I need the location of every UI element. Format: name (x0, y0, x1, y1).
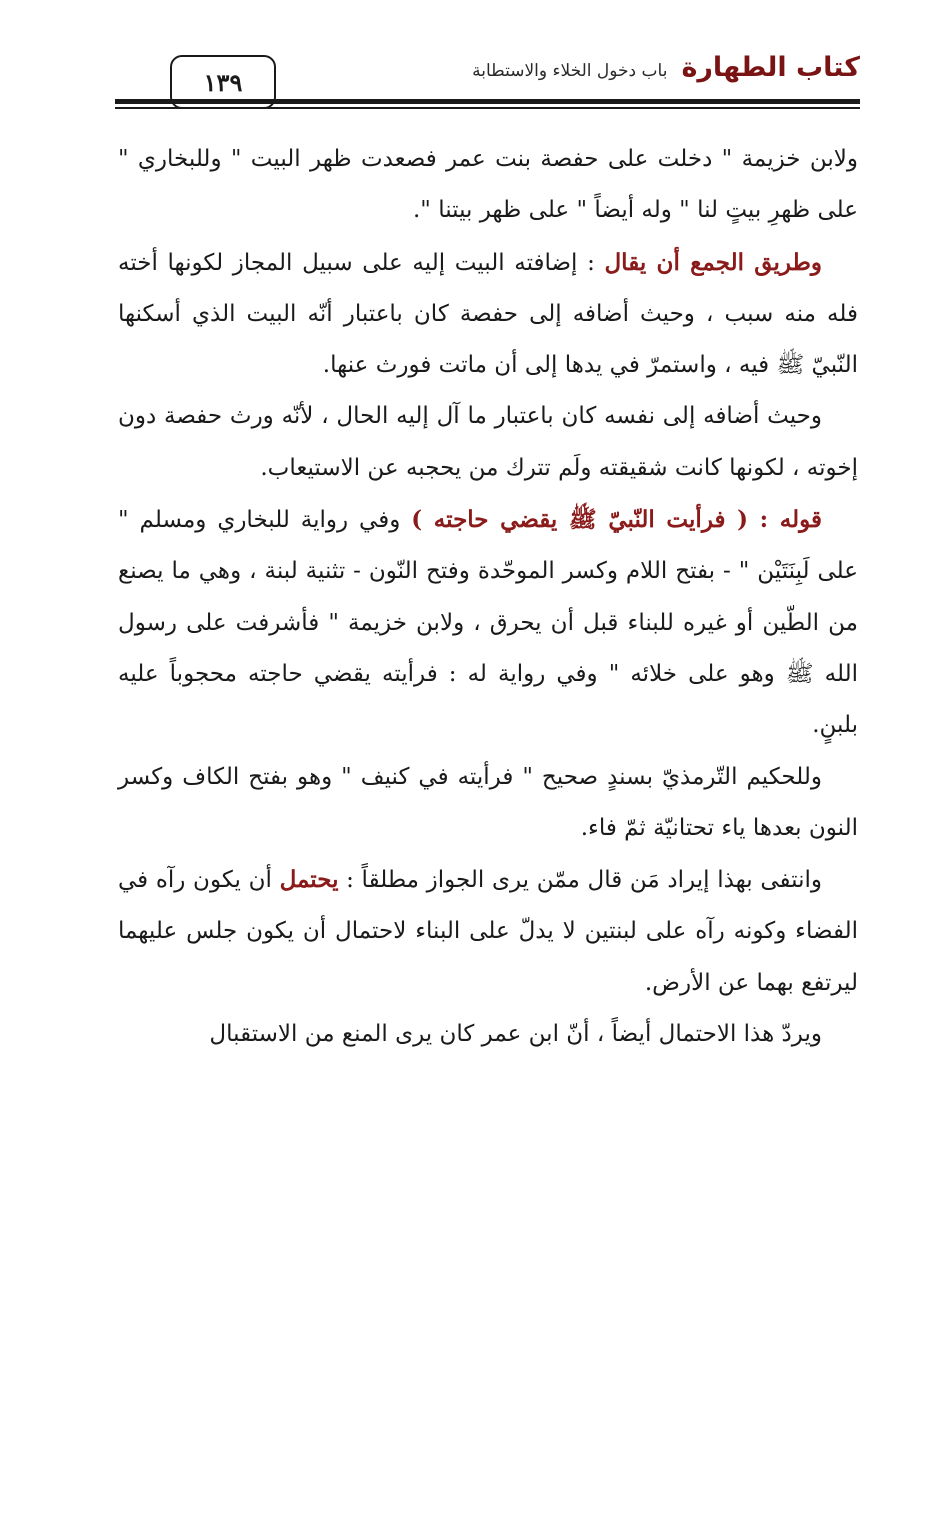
paragraph-text: وحيث أضافه إلى نفسه كان باعتبار ما آل إليه الحال ، لأنّه ورث حفصة دون إخوته ، لكونها كانت شقيقته ولَم تترك من يحجبه عن الاستيعاب. (118, 403, 858, 481)
header-rule-thin (115, 107, 860, 109)
paragraph-emphasis: يحتمل (279, 866, 339, 894)
paragraph-text: وانتفى بهذا إيراد مَن قال ممّن يرى الجواز مطلقاً : (338, 867, 822, 894)
running-title (472, 52, 860, 83)
paragraph-4 (118, 494, 858, 751)
book-title: كتاب الطهارة (681, 52, 860, 83)
paragraph-5 (118, 752, 858, 855)
paragraph-3 (118, 391, 858, 494)
paragraph-text-continued: أن يكون رآه في الفضاء وكونه رآه على لبنتين لا يدلّ على البناء لاحتمال أن يكون جلس عليهما ليرتفع بهما عن الأرض. (118, 867, 858, 996)
header-rule-thick (115, 99, 860, 104)
paragraph-lead: وطريق الجمع أن يقال (604, 248, 822, 276)
paragraph-7 (118, 1009, 858, 1060)
chapter-title: باب دخول الخلاء والاستطابة (472, 61, 668, 81)
paragraph-6 (118, 854, 858, 1009)
paragraph-lead: قوله : ( فرأيت النّبيّ ﷺ يقضي حاجته ) (411, 506, 822, 534)
paragraph-text: وللحكيم التّرمذيّ بسندٍ صحيح " فرأيته في كنيف " وهو بفتح الكاف وكسر النون بعدها ياء تحتانيّة ثمّ فاء. (118, 763, 858, 841)
page-header (115, 40, 860, 115)
page-number: ١٣٩ (170, 55, 276, 109)
paragraph-text: ويردّ هذا الاحتمال أيضاً ، أنّ ابن عمر كان يرى المنع من الاستقبال (209, 1021, 822, 1048)
paragraph-text: وفي رواية للبخاري ومسلم " على لَبِنَتَيْن " - بفتح اللام وكسر الموحّدة وفتح النّون - تثنية لبنة ، وهي ما يصنع من الطّين أو غيره للبناء قبل أن يحرق ، ولابن خزيمة " فأشرفت على رسول الله ﷺ وهو على خلائه " وفي رواية له : فرأيته يقضي حاجته محجوباً عليه بلبنٍ. (118, 507, 858, 739)
body-text (118, 134, 858, 1060)
paragraph-text: : إضافته البيت إليه على سبيل المجاز لكونها أخته فله منه سبب ، وحيث أضافه إلى حفصة كان باعتبار أنّه البيت الذي أسكنها النّبيّ ﷺ فيه ، واستمرّ في يدها إلى أن ماتت فورث عنها. (118, 249, 858, 379)
paragraph-2 (118, 237, 858, 392)
paragraph-text: ولابن خزيمة " دخلت على حفصة بنت عمر فصعدت ظهر البيت " وللبخاري " على ظهرِ بيتٍ لنا " وله أيضاً " على ظهر بيتنا ". (118, 146, 858, 224)
paragraph-1 (118, 134, 858, 237)
